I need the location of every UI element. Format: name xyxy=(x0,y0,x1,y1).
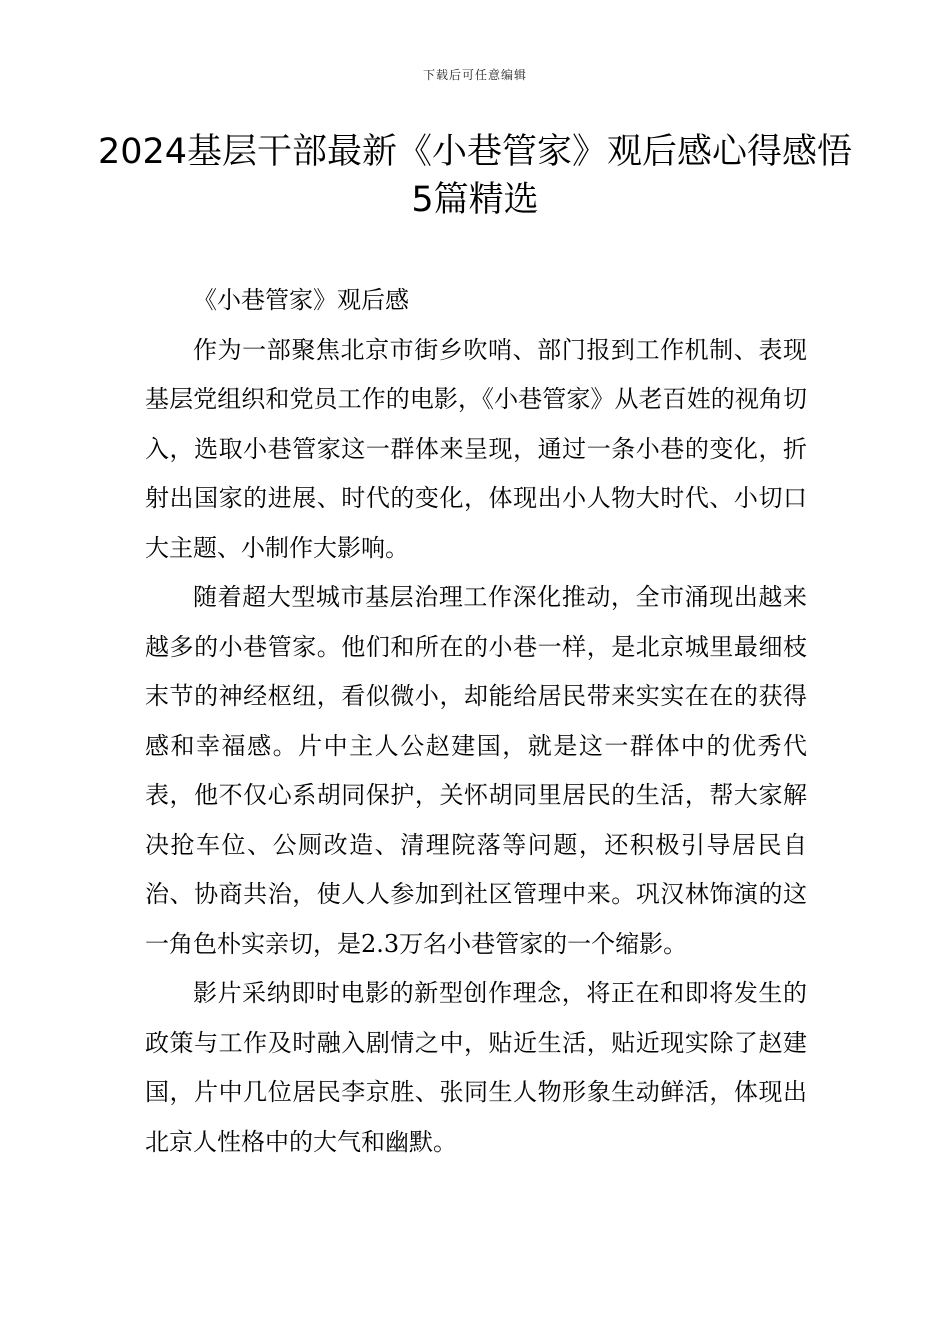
document-title: 2024基层干部最新《小巷管家》观后感心得感悟5篇精选 xyxy=(97,132,853,220)
paragraph: 影片采纳即时电影的新型创作理念，将正在和即将发生的政策与工作及时融入剧情之中，贴近生活，贴近现实除了赵建国，片中几位居民李京胜、张同生人物形象生动鲜活，体现出北京人性格中的大气和幽默。 xyxy=(145,979,807,1156)
paragraph: 作为一部聚焦北京市街乡吹哨、部门报到工作机制、表现基层党组织和党员工作的电影，《小巷管家》从老百姓的视角切入，选取小巷管家这一群体来呈现，通过一条小巷的变化，折射出国家的进展、时代的变化，体现出小人物大时代、小切口大主题、小制作大影响。 xyxy=(145,335,807,562)
section-heading: 《小巷管家》观后感 xyxy=(193,286,409,314)
paragraph: 随着超大型城市基层治理工作深化推动，全市涌现出越来越多的小巷管家。他们和所在的小巷一样，是北京城里最细枝末节的神经枢纽，看似微小，却能给居民带来实实在在的获得感和幸福感。片中主人公赵建国，就是这一群体中的优秀代表，他不仅心系胡同保护，关怀胡同里居民的生活，帮大家解决抢车位、公厕改造、清理院落等问题，还积极引导居民自治、协商共治，使人人参加到社区管理中来。巩汉林饰演的这一角色朴实亲切，是2.3万名小巷管家的一个缩影。 xyxy=(145,583,807,958)
document-body xyxy=(145,276,807,1167)
header-note: 下载后可任意编辑 xyxy=(422,68,527,82)
